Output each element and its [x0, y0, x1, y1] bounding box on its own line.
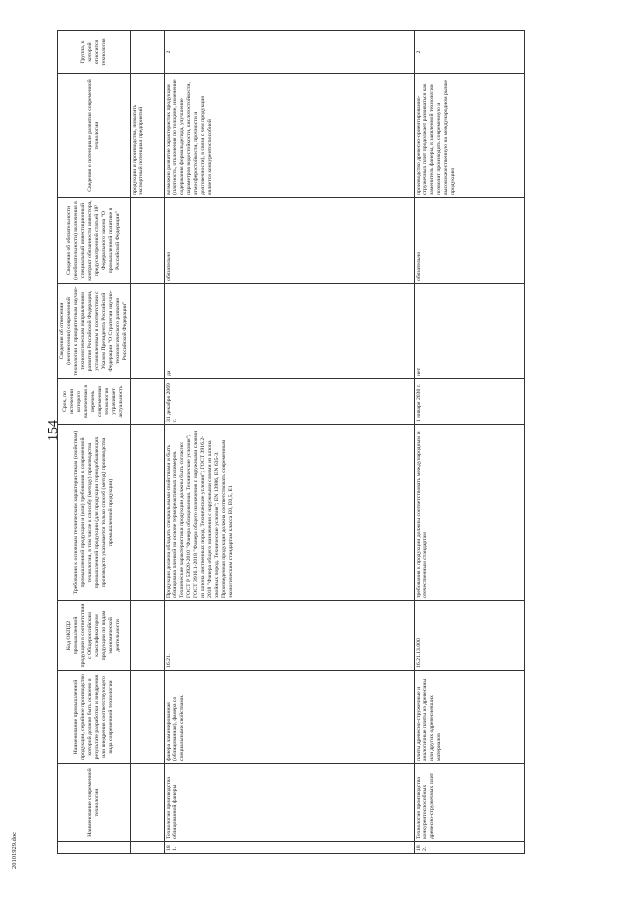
- cell-requirements: Продукция должна обладать специальными свойствами и быть облицована пленкой на основе термореактивных полимеров. Технические характеристики продукции должны быть согласно: ГОСТ Р 53920-2010 "Фанера облицованная. Технические условия"; ГОСТ 3916.1-2018 "Фанера общего назначения с наружными слоями из шпона лиственных пород. Технические условия"; ГОСТ 3916.2-2018 "Фанера общего назначения с наружными слоями из шпона хвойных пород. Технические условия"; EN 13986, EN 635-3. Произведенная продукция должна соответствовать современным экологическим стандартам класса E0, E0,5, E1: [164, 425, 414, 601]
- cell-group: 2: [164, 31, 414, 74]
- cell-group: 2: [414, 31, 524, 74]
- cell-priority: нет: [414, 284, 524, 379]
- table-row: [414, 31, 524, 854]
- cell-technology: Технология производства конкурентоспособных древесно-стружечных плит: [414, 764, 524, 842]
- cell-product: плиты древесно-стружечные и аналогичные плиты из древесины или других одревесневших материалов: [414, 671, 524, 764]
- header-okpd: Код ОКПД2 промышленной продукции в соответствии с Общероссийским классификатором продукции по видам экономической деятельности: [58, 601, 131, 671]
- table-row: [164, 31, 414, 854]
- cell-okpd: 16.21.13.000: [414, 601, 524, 671]
- page-number: 154: [46, 420, 61, 441]
- footer-doc-code: 20101929.doc: [11, 831, 18, 869]
- header-requirements: Требования к основным техническим характеристикам (свойствам) промышленной продукции и (или) требования к современной технологии, в том числе к способу (методу) производства промышленной продукции (для продукции горнодобывающих производств указывается только способ (метод) производства промышленной продукции): [58, 425, 131, 601]
- table-row-continuation: [130, 31, 164, 854]
- row-number: 182.: [414, 842, 524, 854]
- cell-product: фанера ламинированная (облицованная), фанера со специальными свойствами.: [164, 671, 414, 764]
- cell-deadline: 1 января 2030 г.: [414, 379, 524, 425]
- cell-okpd: 16.21.: [164, 601, 414, 671]
- cell-priority: да: [164, 284, 414, 379]
- header-priority: Сведения об отнесении (неотнесении) современной технологии к приоритетным научно-технологическим направлениям развития Российской Федерации, установленным в соответствии с Указом Президента Российской Федерации "О Стратегии научно-технологического развития Российской Федерации": [58, 284, 131, 379]
- cell-potential: возможно развитие характеристик продукции (плотность, отклонения по толщине, изменение содержания формальдегида, улучшение параметров водостойкости, кислотостойкости, атмосферостойкости, прочности и долговечности), в связи с чем продукция является конкурентоспособной: [164, 74, 414, 198]
- cell-obligatory: обязательно: [414, 198, 524, 284]
- rotated-table-sheet: [57, 31, 592, 854]
- header-rownum: [58, 842, 131, 854]
- cell-potential: производство древесно-ориентированно-стружечных плит продолжает развиваться как заменитель фанеры, в заявленной технологии позволит производить современную и высококачественную на международном рынке продукцию: [414, 74, 524, 198]
- cell-technology: Технология производства облицованной фанеры: [164, 764, 414, 842]
- cell-requirements: требования к продукции должны соответствовать международным и отечественным стандартам: [414, 425, 524, 601]
- header-deadline: Срок, по истечении которого включенная в перечень современная технология утрачивает актуальность: [58, 379, 131, 425]
- cell-obligatory: обязательно: [164, 198, 414, 284]
- header-row: [58, 31, 131, 854]
- header-potential: Сведения о потенциале развития современной технологии: [58, 74, 131, 198]
- cell-deadline: 31 декабря 2069 г.: [164, 379, 414, 425]
- continuation-text: продукции и производства, повысить экспортный потенциал предприятий: [130, 74, 164, 198]
- header-technology: Наименование современной технологии: [58, 764, 131, 842]
- header-group: Группа, к которой относится технология: [58, 31, 131, 74]
- header-obligatory: Сведения об обязательности (необязательности) включения в специальный инвестиционный контракт обязанности инвестора, предусмотренной статьей 18³ Федерального закона "О промышленной политике в Российской Федерации": [58, 198, 131, 284]
- row-number: 181.: [164, 842, 414, 854]
- header-product: Наименование промышленной продукции, серийное производство которой должно быть освоено в результате разработки и внедрения или внедрения соответствующего вида современной технологии: [58, 671, 131, 764]
- technology-table: [57, 30, 525, 854]
